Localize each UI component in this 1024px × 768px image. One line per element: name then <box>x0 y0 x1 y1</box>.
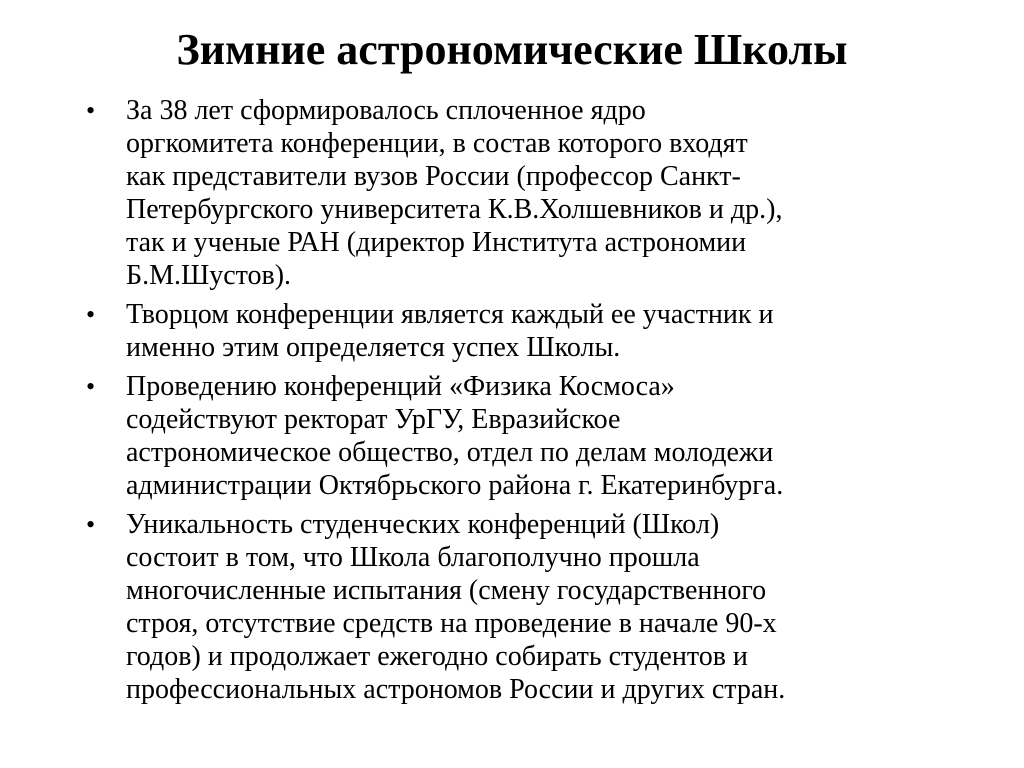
bullet-item <box>84 370 944 502</box>
bullet-text-line: Творцом конференции является каждый ее участник и <box>126 299 774 330</box>
bullet-text-line: администрации Октябрьского района г. Екатеринбурга. <box>126 470 784 501</box>
bullet-item <box>84 94 944 292</box>
bullet-text-line: оргкомитета конференции, в состав которого входят <box>126 128 748 159</box>
bullet-text-line: так и ученые РАН (директор Института астрономии <box>126 227 747 258</box>
bullet-text-line: За 38 лет сформировалось сплоченное ядро <box>126 95 646 126</box>
bullet-dot-icon: • <box>86 300 96 329</box>
bullet-text-line: Проведению конференций «Физика Космоса» <box>126 371 675 402</box>
bullet-text-line: астрономическое общество, отдел по делам молодежи <box>126 437 774 468</box>
bullet-dot-icon: • <box>86 372 96 401</box>
bullet-dot-icon: • <box>86 510 96 539</box>
bullet-dot-icon: • <box>86 96 96 125</box>
bullet-item <box>84 298 944 364</box>
bullet-text-line: строя, отсутствие средств на проведение в начале 90-х <box>126 608 777 639</box>
slide-title: Зимние астрономические Школы <box>176 25 848 74</box>
bullet-text-line: содействуют ректорат УрГУ, Евразийское <box>126 404 621 435</box>
bullet-list <box>84 94 944 712</box>
bullet-text-line: Б.М.Шустов). <box>126 260 292 291</box>
bullet-text-line: годов) и продолжает ежегодно собирать студентов и <box>126 641 748 672</box>
bullet-text-line: многочисленные испытания (смену государственного <box>126 575 767 606</box>
bullet-text-line: состоит в том, что Школа благополучно прошла <box>126 542 700 573</box>
bullet-text-line: как представители вузов России (профессор Санкт- <box>126 161 741 192</box>
bullet-text-line: Уникальность студенческих конференций (Школ) <box>126 509 720 540</box>
bullet-text-line: именно этим определяется успех Школы. <box>126 332 621 363</box>
bullet-text-line: Петербургского университета К.В.Холшевников и др.), <box>126 194 783 225</box>
bullet-item <box>84 508 944 706</box>
bullet-text-line: профессиональных астрономов России и других стран. <box>126 674 786 705</box>
